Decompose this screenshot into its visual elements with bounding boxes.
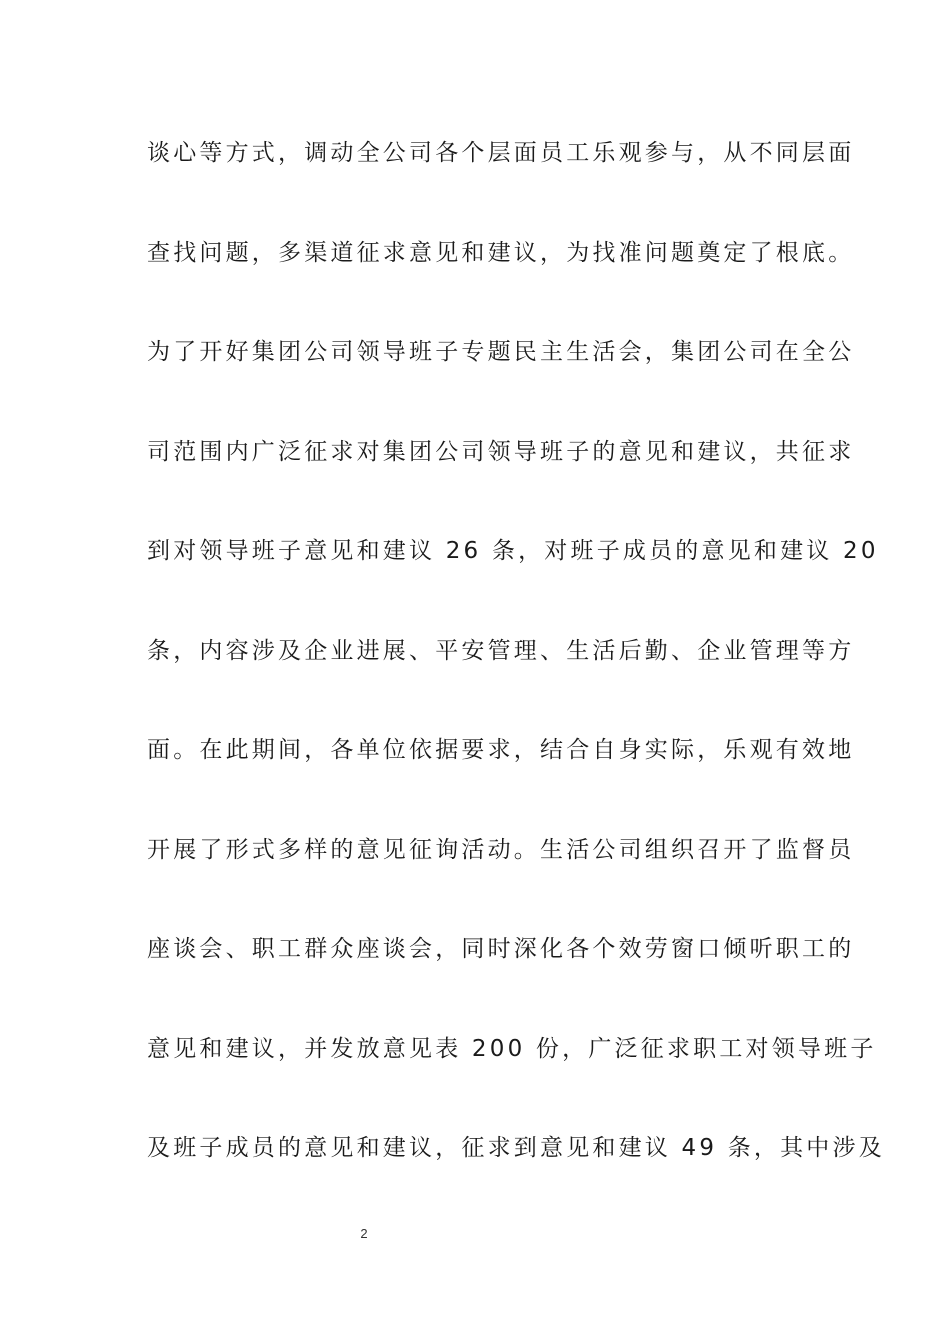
page-number: 2 [360, 1226, 368, 1241]
text-line: 开展了形式多样的意见征询活动。生活公司组织召开了监督员 [147, 836, 855, 863]
text-line: 谈心等方式，调动全公司各个层面员工乐观参与，从不同层面 [147, 140, 855, 166]
text-line: 到对领导班子意见和建议 26 条，对班子成员的意见和建议 20 [147, 538, 879, 564]
text-line: 为了开好集团公司领导班子专题民主生活会，集团公司在全公 [147, 339, 855, 365]
text-line: 条，内容涉及企业进展、平安管理、生活后勤、企业管理等方 [147, 637, 855, 664]
text-line: 座谈会、职工群众座谈会，同时深化各个效劳窗口倾听职工的 [147, 936, 855, 962]
text-line: 意见和建议，并发放意见表 200 份，广泛征求职工对领导班子 [147, 1035, 877, 1062]
text-line: 查找问题，多渠道征求意见和建议，为找准问题奠定了根底。 [147, 239, 855, 266]
text-line: 面。在此期间，各单位依据要求，结合自身实际，乐观有效地 [147, 737, 855, 763]
text-line: 及班子成员的意见和建议，征求到意见和建议 49 条，其中涉及 [147, 1135, 885, 1161]
body-text [147, 128, 885, 1223]
text-line: 司范围内广泛征求对集团公司领导班子的意见和建议，共征求 [147, 438, 855, 465]
